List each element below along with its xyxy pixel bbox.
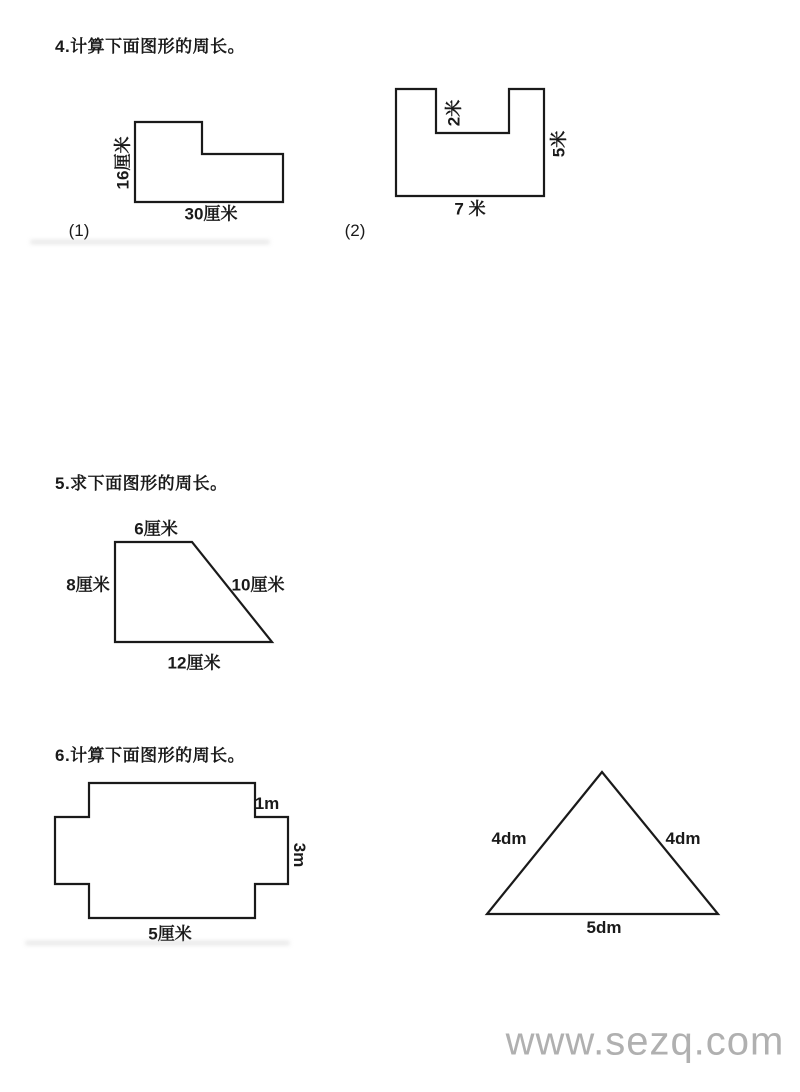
trapezoid-top-label: 6厘米	[134, 519, 178, 539]
triangle-base-label: 5dm	[586, 918, 622, 937]
cross-bottom-label: 5厘米	[148, 924, 192, 944]
trapezoid-bottom-label: 12厘米	[167, 653, 221, 673]
question-5-title: 5.求下面图形的周长。	[55, 474, 228, 493]
question-6-title: 6.计算下面图形的周长。	[55, 746, 246, 765]
cross-right-label: 3m	[290, 842, 309, 868]
l-shape-width-label: 30厘米	[184, 204, 238, 224]
question-4-title: 4.计算下面图形的周长。	[55, 37, 246, 56]
cross-step-label: 1m	[254, 794, 280, 813]
site-watermark: www.sezq.com	[505, 1019, 785, 1064]
u-shape-height-label: 5米	[549, 130, 569, 158]
u-shape-width-label: 7 米	[454, 199, 486, 219]
l-shape-height-label: 16厘米	[113, 136, 133, 190]
triangle-left-side-label: 4dm	[491, 829, 527, 848]
faint-artifact-line	[25, 941, 290, 945]
u-shape-figure	[396, 89, 544, 196]
u-shape-notch-label: 2米	[444, 99, 464, 127]
part-2-label: (2)	[344, 221, 366, 240]
faint-artifact-line	[30, 240, 270, 244]
part-1-label: (1)	[68, 221, 90, 240]
trapezoid-slant-label: 10厘米	[231, 575, 285, 595]
l-shape-figure	[135, 122, 283, 202]
trapezoid-left-label: 8厘米	[66, 575, 110, 595]
cross-shape-figure	[55, 783, 288, 918]
triangle-right-side-label: 4dm	[665, 829, 701, 848]
